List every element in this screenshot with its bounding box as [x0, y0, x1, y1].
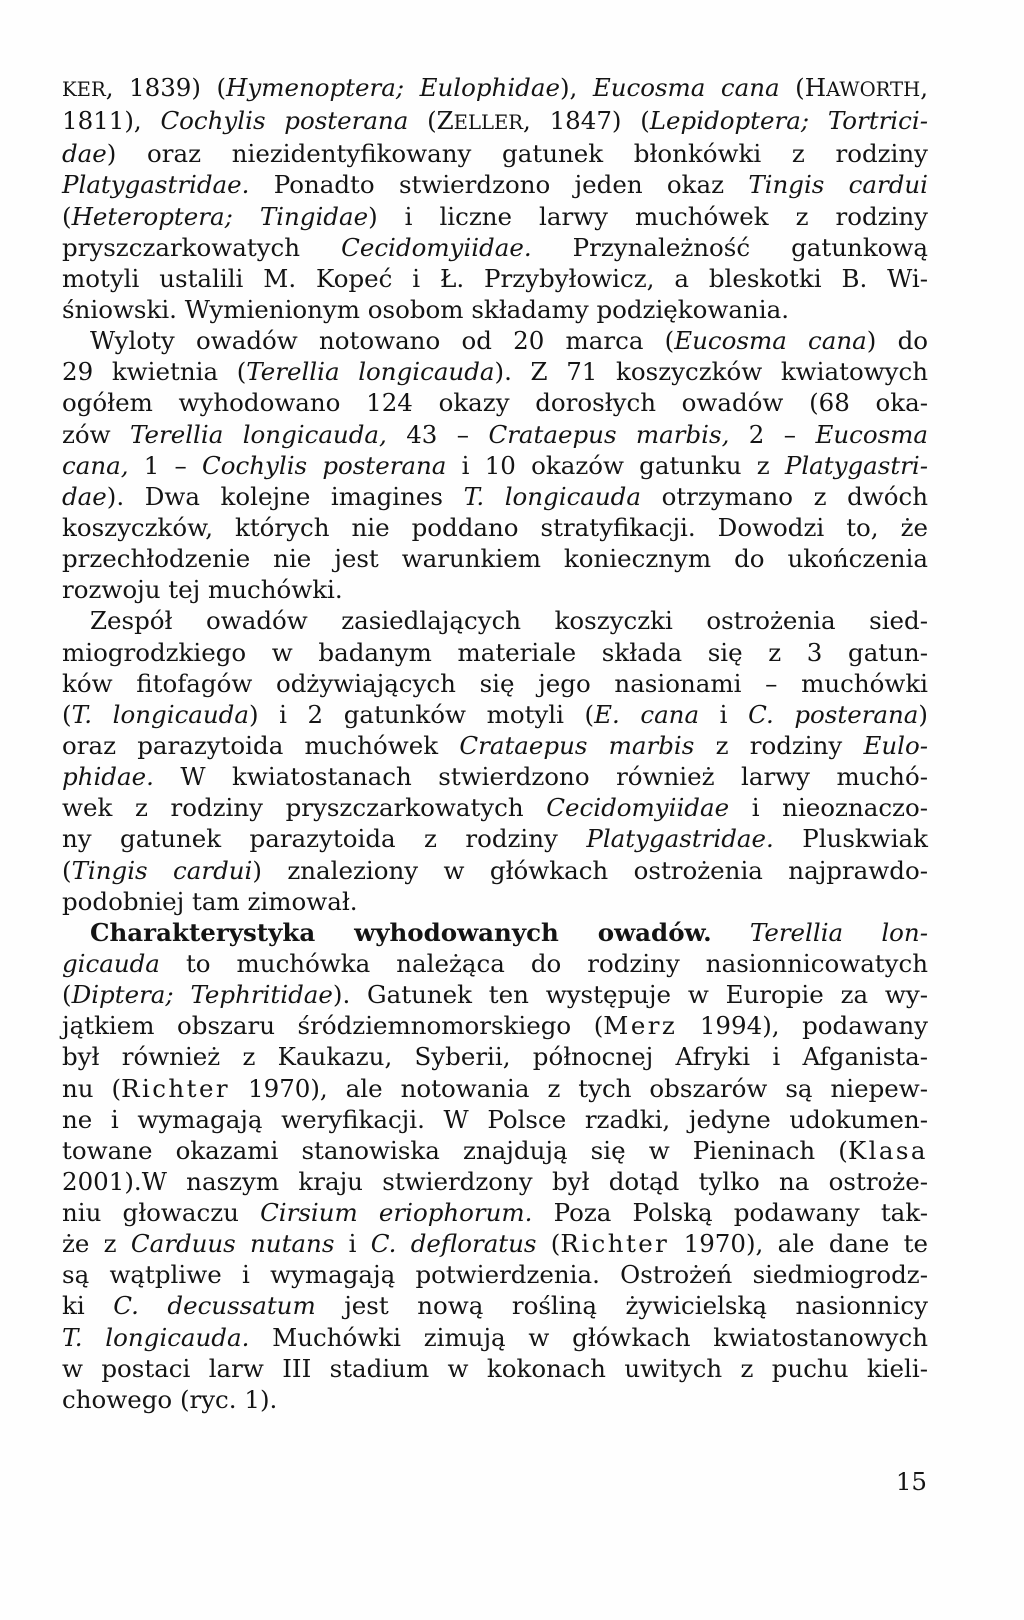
text-line	[62, 886, 928, 917]
text-line	[62, 761, 928, 792]
text-run: motyli ustalili M. Kopeć i Ł. Przybyłowicz, a bleskotki B. Wi-	[62, 263, 928, 293]
italic-text: Platygastri-	[784, 450, 929, 480]
italic-text: E. cana	[594, 699, 700, 729]
text-run: (	[536, 1229, 561, 1259]
text-run: ) i 2 gatunków motyli (	[248, 699, 595, 729]
text-line	[62, 605, 928, 636]
text-line	[62, 512, 928, 543]
italic-text: Terellia longicauda,	[130, 419, 387, 449]
text-run: 2 –	[729, 419, 816, 449]
text-run: ) oraz niezidentyfikowany gatunek błonkówki z rodziny	[106, 139, 928, 169]
text-run: ków fitofagów odżywiających się jego nasionami – muchówki	[62, 668, 928, 698]
text-line	[62, 138, 928, 169]
text-run: ) do	[866, 326, 929, 356]
italic-text: Cochylis posterana	[160, 106, 409, 136]
italic-text: C. decussatum	[113, 1291, 316, 1321]
italic-text: phidae.	[62, 762, 154, 792]
text-run: 1970), ale dane te	[669, 1229, 929, 1259]
text-run: rozwoju tej muchówki.	[62, 575, 343, 605]
text-line	[62, 543, 928, 574]
italic-text: Carduus nutans	[130, 1229, 335, 1259]
text-line	[62, 574, 928, 605]
text-line	[62, 1290, 928, 1321]
page-number: 15	[895, 1467, 927, 1496]
italic-text: Cecidomyiidae.	[341, 232, 532, 262]
text-line	[62, 1073, 928, 1104]
text-run: ) znaleziony w główkach ostrożenia najprawdo-	[252, 855, 928, 885]
text-line	[62, 387, 928, 418]
italic-text: T. longicauda.	[62, 1322, 250, 1352]
text-run: otrzymano z dwóch	[640, 481, 928, 511]
text-line	[62, 419, 928, 450]
text-run: ny gatunek parazytoida z rodziny	[62, 824, 587, 854]
italic-text: dae	[62, 481, 107, 511]
italic-text: Heteroptera; Tingidae	[71, 201, 369, 231]
text-run: W kwiatostanach stwierdzono również larwy muchó-	[153, 762, 928, 792]
text-line	[62, 792, 928, 823]
text-run: ). Dwa kolejne imagines	[106, 481, 464, 511]
text-run: podobniej tam zimował.	[62, 886, 358, 916]
text-run: koszyczków, których nie poddano stratyfikacji. Dowodzi to, że	[62, 512, 928, 542]
author-name: Richter	[121, 1073, 231, 1103]
text-run: ),	[559, 73, 593, 102]
italic-text: Cirsium eriophorum.	[260, 1198, 533, 1228]
text-line	[62, 948, 928, 979]
italic-text: Tingis cardui	[748, 170, 928, 200]
text-run: nu (	[62, 1073, 122, 1103]
text-line	[62, 1384, 928, 1415]
text-run: (Z	[408, 106, 454, 136]
text-run: Ponadto stwierdzono jeden okaz	[249, 170, 749, 200]
text-run: że z	[62, 1229, 131, 1259]
italic-text: Terellia longicauda	[246, 357, 495, 387]
italic-text: T. longicauda	[463, 481, 641, 511]
text-run: miogrodzkiego w badanym materiale składa się z 3 gatun-	[62, 637, 928, 667]
text-line	[62, 1353, 928, 1384]
text-line	[62, 1135, 928, 1166]
section-heading: Charakterystyka wyhodowanych owadów.	[90, 917, 712, 947]
italic-text: Terellia lon-	[749, 917, 928, 947]
text-run: to muchówka należąca do rodziny nasionnicowatych	[159, 948, 928, 978]
text-line	[62, 1010, 928, 1041]
text-run: 29 kwietnia (	[62, 357, 247, 387]
italic-text: Crataepus marbis,	[488, 419, 730, 449]
paragraph	[62, 72, 928, 325]
text-line	[62, 325, 928, 356]
paragraph	[62, 917, 928, 1415]
text-run: niu głowaczu	[62, 1198, 261, 1228]
italic-text: Eulo-	[863, 730, 929, 760]
small-caps-text: KER	[62, 78, 106, 101]
italic-text: Platygastridae.	[62, 170, 250, 200]
text-run: jest nową rośliną żywicielską nasionnicy	[315, 1291, 928, 1321]
text-run: ne i wymagają weryfikacji. W Polsce rzadki, jedyne udokumen-	[62, 1104, 928, 1134]
italic-text: Eucosma cana	[592, 73, 780, 102]
italic-text: C. defloratus	[370, 1229, 537, 1259]
text-run: był również z Kaukazu, Syberii, północnej Afryki i Afganista-	[62, 1042, 928, 1072]
italic-text: C. posterana	[748, 699, 919, 729]
text-run: 43 –	[386, 419, 489, 449]
text-line	[62, 481, 928, 512]
text-line	[62, 637, 928, 668]
italic-text: Eucosma cana	[674, 326, 867, 356]
text-line	[62, 855, 928, 886]
text-run: i	[699, 699, 749, 729]
text-run: 1994), podawany	[677, 1011, 929, 1041]
text-run: ki	[62, 1291, 114, 1321]
italic-text: Diptera; Tephritidae	[71, 980, 333, 1010]
author-name: Merz	[603, 1011, 678, 1041]
author-name: Richter	[560, 1229, 670, 1259]
text-run: (	[62, 980, 72, 1010]
text-line	[62, 979, 928, 1010]
small-caps-text: ELLER	[453, 111, 524, 135]
italic-text: cana,	[62, 450, 129, 480]
text-line	[62, 105, 928, 138]
body-text	[62, 72, 928, 1415]
text-run: , 1839) (	[105, 73, 227, 102]
text-run: i 10 okazów gatunku z	[446, 450, 785, 480]
text-run: chowego (ryc. 1).	[62, 1384, 278, 1414]
text-run	[712, 918, 750, 947]
text-line	[62, 1228, 928, 1259]
text-line	[62, 668, 928, 699]
text-run: i nieoznaczo-	[729, 793, 928, 823]
paragraph	[62, 325, 928, 605]
text-run: Muchówki zimują w główkach kwiatostanowych	[249, 1322, 928, 1352]
text-line	[62, 823, 928, 854]
text-run: ) i liczne larwy muchówek z rodziny	[368, 201, 928, 231]
text-run: są wątpliwe i wymagają potwierdzenia. Ostrożeń siedmiogrodz-	[62, 1260, 928, 1290]
italic-text: Lepidoptera; Tortrici-	[649, 106, 928, 136]
text-run: jątkiem obszaru śródziemnomorskiego (	[62, 1011, 604, 1041]
text-run: )	[918, 699, 928, 729]
text-run: śniowski. Wymienionym osobom składamy podziękowania.	[62, 294, 789, 324]
text-run: (	[62, 201, 72, 231]
text-line	[62, 1322, 928, 1353]
text-line	[62, 450, 928, 481]
text-line	[62, 232, 928, 263]
text-line	[62, 294, 928, 325]
italic-text: T. longicauda	[71, 699, 249, 729]
italic-text: Tingis cardui	[71, 855, 253, 885]
text-line	[62, 356, 928, 387]
text-run: ogółem wyhodowano 124 okazy dorosłych owadów (68 oka-	[62, 388, 928, 418]
text-line	[62, 1166, 928, 1197]
text-run: z rodziny	[694, 730, 864, 760]
text-run: 2001).W naszym kraju stwierdzony był dotąd tylko na ostroże-	[62, 1166, 928, 1196]
italic-text: Crataepus marbis	[459, 730, 695, 760]
text-line	[62, 917, 928, 948]
italic-text: Cochylis posterana	[202, 450, 447, 480]
paragraph	[62, 605, 928, 916]
text-run: zów	[62, 419, 131, 449]
text-line	[62, 169, 928, 200]
italic-text: dae	[62, 139, 107, 169]
italic-text: Hymenoptera; Eulophidae	[226, 73, 560, 102]
author-name: Klasa	[847, 1135, 928, 1165]
text-line	[62, 1104, 928, 1135]
text-line	[62, 201, 928, 232]
italic-text: Cecidomyiidae	[546, 793, 730, 823]
text-run: ,	[920, 73, 928, 102]
text-run: Poza Polską podawany tak-	[532, 1198, 928, 1228]
text-run: ). Z 71 koszyczków kwiatowych	[494, 357, 929, 387]
text-run: 1811),	[62, 106, 161, 136]
text-run: (	[62, 855, 72, 885]
text-line	[62, 1197, 928, 1228]
text-run: przechłodzenie nie jest warunkiem koniecznym do ukończenia	[62, 544, 928, 574]
text-run: , 1847) (	[523, 106, 650, 136]
text-run: 1970), ale notowania z tych obszarów są niepew-	[230, 1073, 929, 1103]
text-run: Pluskwiak	[773, 824, 928, 854]
text-line	[62, 72, 928, 105]
text-run: wek z rodziny pryszczarkowatych	[62, 793, 547, 823]
small-caps-text: AWORTH	[826, 78, 921, 101]
text-line	[62, 263, 928, 294]
text-run: pryszczarkowatych	[62, 232, 342, 262]
text-line	[62, 730, 928, 761]
text-run: i	[334, 1229, 371, 1259]
text-run: ). Gatunek ten występuje w Europie za wy-	[332, 980, 928, 1010]
text-line	[62, 1259, 928, 1290]
text-line	[62, 1041, 928, 1072]
text-run: oraz parazytoida muchówek	[62, 730, 460, 760]
text-run: w postaci larw III stadium w kokonach uwitych z puchu kieli-	[62, 1353, 928, 1383]
text-run: 1 –	[128, 450, 203, 480]
italic-text: Platygastridae.	[586, 824, 774, 854]
italic-text: gicauda	[62, 948, 160, 978]
text-run: Przynależność gatunkową	[531, 232, 928, 262]
text-run: Wyloty owadów notowano od 20 marca (	[90, 326, 675, 356]
text-run: towane okazami stanowiska znajdują się w Pieninach (	[62, 1135, 848, 1165]
text-run: Zespół owadów zasiedlających koszyczki ostrożenia sied-	[90, 606, 928, 636]
italic-text: Eucosma	[815, 419, 928, 449]
text-line	[62, 699, 928, 730]
text-run: (H	[779, 73, 827, 102]
text-run: (	[62, 699, 72, 729]
